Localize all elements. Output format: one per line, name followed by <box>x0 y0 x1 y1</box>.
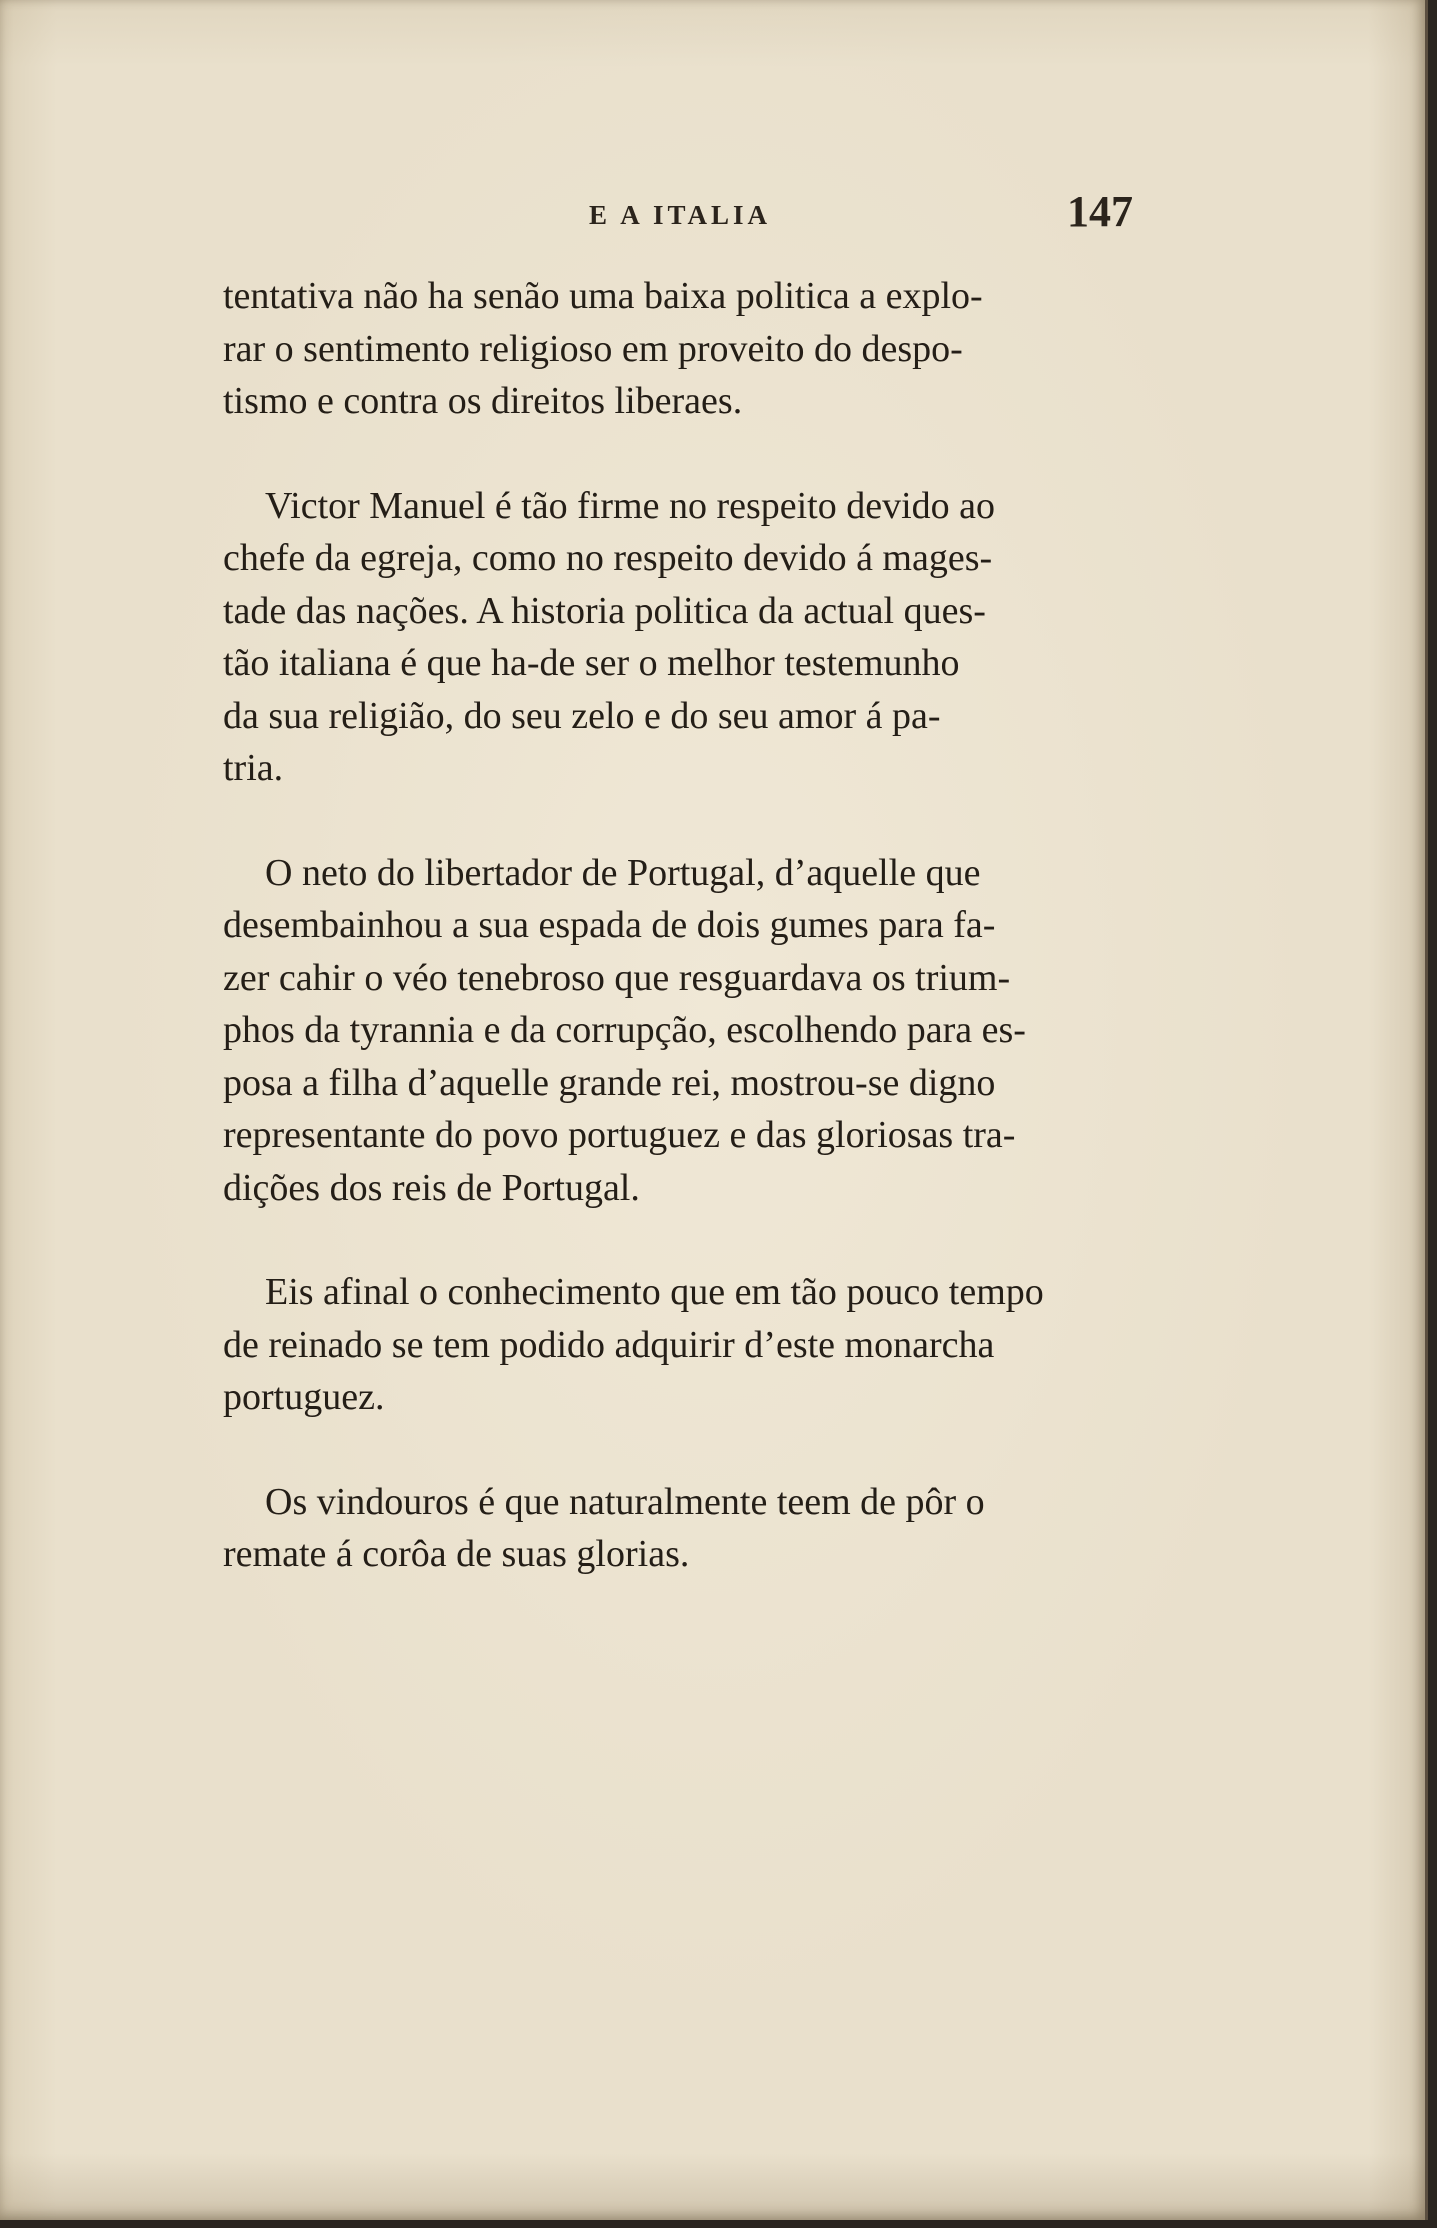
text-line: portuguez. <box>223 1376 385 1418</box>
text-line: Eis afinal o conhecimento que em tão pouco tempo <box>265 1271 1044 1313</box>
text-line: de reinado se tem podido adquirir d’este monarcha <box>223 1323 995 1366</box>
text-line: phos da tyrannia e da corrupção, escolhendo para es- <box>223 1009 1026 1051</box>
text-line: chefe da egreja, como no respeito devido á mages- <box>223 537 993 579</box>
running-title: E A ITALIA <box>589 200 772 230</box>
text-line: tão italiana é que ha-de ser o melhor testemunho <box>223 642 960 684</box>
text-line: Os vindouros é que naturalmente teem de pôr o <box>265 1480 985 1523</box>
text-line: dições dos reis de Portugal. <box>223 1166 640 1209</box>
paragraph-1 <box>223 270 1133 428</box>
text-line: O neto do libertador de Portugal, d’aquelle que <box>265 851 981 894</box>
body-text <box>223 270 1133 1633</box>
page-header <box>223 182 1133 242</box>
text-line: representante do povo portuguez e das gloriosas tra- <box>223 1114 1016 1156</box>
page-number: 147 <box>1067 187 1133 236</box>
paragraph-5 <box>223 1476 1133 1581</box>
text-line: posa a filha d’aquelle grande rei, mostrou-se digno <box>223 1061 996 1104</box>
text-line: desembainhou a sua espada de dois gumes para fa- <box>223 904 996 946</box>
text-line: tismo e contra os direitos liberaes. <box>223 380 743 422</box>
text-line: tade das nações. A historia politica da actual ques- <box>223 589 986 632</box>
paragraph-2 <box>223 480 1133 795</box>
text-line: zer cahir o véo tenebroso que resguardava os trium- <box>223 956 1011 999</box>
text-line: remate á corôa de suas glorias. <box>223 1533 690 1575</box>
paragraph-3 <box>223 847 1133 1215</box>
text-line: tria. <box>223 747 284 789</box>
text-line: da sua religião, do seu zelo e do seu amor á pa- <box>223 694 941 737</box>
text-line: rar o sentimento religioso em proveito do despo- <box>223 327 963 370</box>
text-line: Victor Manuel é tão firme no respeito devido ao <box>265 484 996 527</box>
text-line: tentativa não ha senão uma baixa politica a explo- <box>223 275 983 317</box>
paragraph-4 <box>223 1266 1133 1424</box>
